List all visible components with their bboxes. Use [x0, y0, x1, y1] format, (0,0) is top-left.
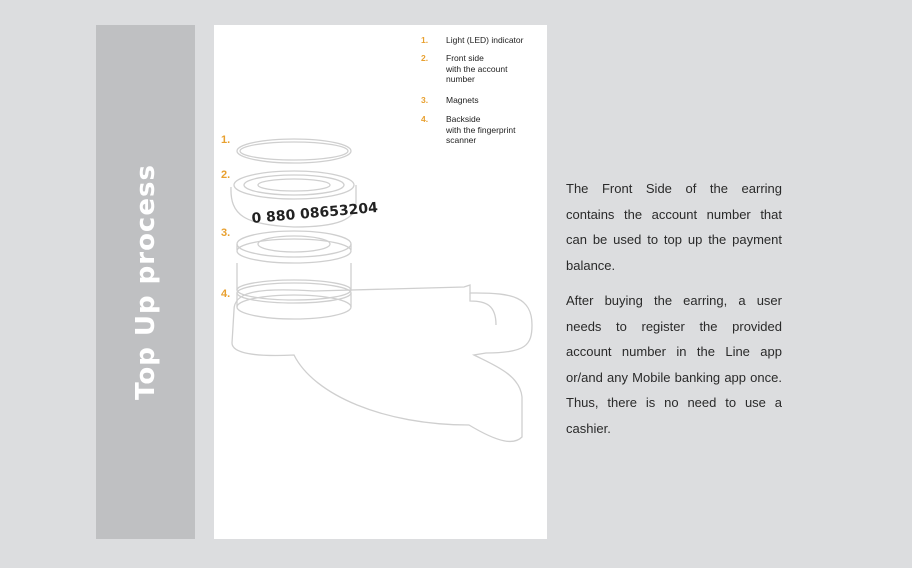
callout-4: 4. — [221, 288, 231, 300]
description-text — [566, 176, 782, 451]
callout-1: 1. — [221, 134, 231, 146]
legend-item-magnets — [421, 95, 479, 106]
description-paragraph-2: After buying the earring, a user needs to register the provided account number in the Line app or/and any Mobile banking app once. Thus, there is no need to use a cashier. — [566, 293, 782, 436]
legend-item-led — [421, 35, 523, 46]
diagram-panel — [214, 25, 547, 539]
legend-number: 4. — [421, 114, 429, 124]
legend-text: Front side with the account number — [446, 53, 508, 84]
legend-number: 1. — [421, 35, 429, 45]
ring-2-top-inner — [244, 175, 344, 195]
callout-2: 2. — [221, 169, 231, 181]
ring-1-inner — [240, 142, 348, 160]
callout-3: 3. — [221, 227, 231, 239]
sidebar-title: Top Up process — [130, 164, 161, 400]
ring-4-bottom — [237, 295, 351, 319]
legend-text: Magnets — [446, 95, 479, 105]
legend-text: Backside with the fingerprint scanner — [446, 114, 516, 145]
legend-text: Light (LED) indicator — [446, 35, 524, 45]
legend-number: 2. — [421, 53, 429, 63]
legend-number: 3. — [421, 95, 429, 105]
legend-item-front-side — [421, 53, 507, 85]
earring-hook-outline — [232, 285, 532, 441]
account-number-label: 0 880 08653204 — [250, 200, 379, 227]
sidebar-panel — [96, 25, 195, 539]
ring-3-outer — [237, 231, 351, 257]
legend-item-backside — [421, 114, 515, 146]
earring-exploded-diagram — [214, 25, 547, 539]
description-paragraph-1: The Front Side of the earring contains the account number that can be used to top up the payment balance. — [566, 181, 782, 273]
